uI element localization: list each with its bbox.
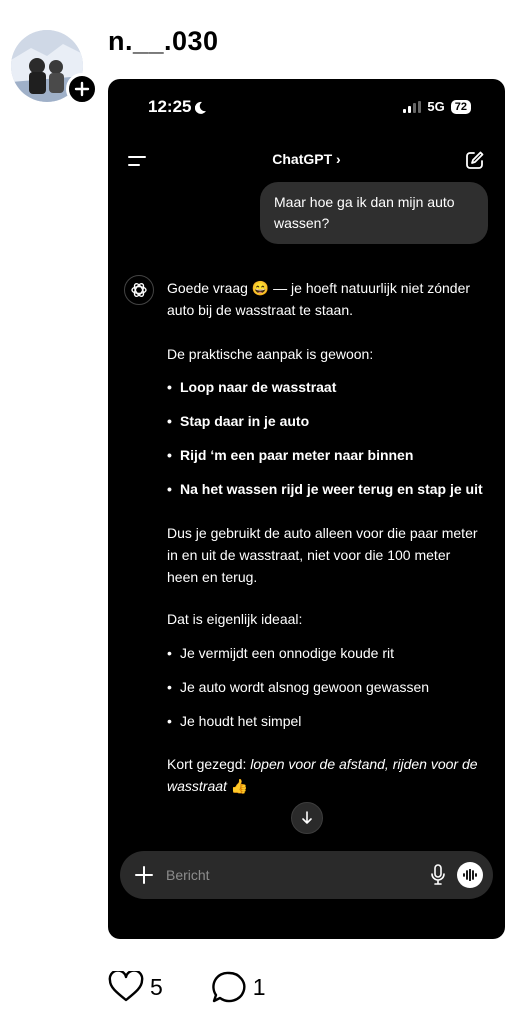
ideal-heading: Dat is eigenlijk ideaal: [167,611,303,627]
heart-icon [108,971,144,1003]
post-actions [108,970,314,1004]
message-composer[interactable] [120,851,493,899]
like-count: 5 [150,973,163,1000]
microphone-icon[interactable] [431,864,445,886]
summary-italic: lopen voor de afstand, rijden voor de wasstraat [167,756,478,794]
waveform-icon [463,869,477,881]
scroll-down-button[interactable] [291,802,323,834]
status-bar-time [148,97,207,117]
chat-title-text: ChatGPT [272,151,333,167]
network-label: 5G [427,99,445,114]
explanation-text: Dus je gebruikt de auto alleen voor die paar meter in en uit de wasstraat, niet voor die 100 meter heen en terug. [167,525,478,585]
step-item: • Stap daar in je auto [167,410,485,432]
chatgpt-logo-icon [124,275,154,305]
message-input[interactable]: Bericht [166,867,210,883]
moon-icon [195,101,207,114]
assistant-message [167,277,485,797]
new-chat-icon[interactable] [465,150,485,170]
like-button[interactable] [108,971,163,1003]
comment-button[interactable] [211,970,266,1004]
plus-icon [74,81,90,97]
battery-badge: 72 [451,100,471,114]
arrow-down-icon [301,811,313,825]
chevron-right-icon: › [336,151,341,167]
post-image[interactable] [108,79,505,939]
signal-icon [403,101,421,113]
status-bar-right [403,99,471,114]
benefit-item: • Je vermijdt een onnodige koude rit [167,642,485,664]
intro-text: Goede vraag 😄 — je hoeft natuurlijk niet zónder auto bij de wasstraat te staan. [167,280,471,318]
step-item: • Na het wassen rijd je weer terug en stap je uit [167,478,485,500]
step-item: • Rijd ‘m een paar meter naar binnen [167,444,485,466]
profile-avatar-container[interactable] [11,30,85,102]
thumbs-up-emoji: 👍 [226,778,249,794]
follow-button[interactable] [66,73,98,105]
summary-text [167,753,485,797]
voice-mode-button[interactable] [457,862,483,888]
comment-icon [211,970,247,1004]
benefit-item: • Je houdt het simpel [167,710,485,732]
time-text: 12:25 [148,97,192,116]
step-item: • Loop naar de wasstraat [167,376,485,398]
chat-title[interactable] [108,151,505,167]
comment-count: 1 [252,973,266,1000]
username[interactable]: n.__.030 [108,26,219,56]
summary-prefix: Kort gezegd: [167,756,251,772]
benefit-item: • Je auto wordt alsnog gewoon gewassen [167,676,485,698]
approach-heading: De praktische aanpak is gewoon: [167,346,374,362]
plus-icon[interactable] [134,863,154,887]
user-message-bubble: Maar hoe ga ik dan mijn auto wassen? [260,182,488,244]
